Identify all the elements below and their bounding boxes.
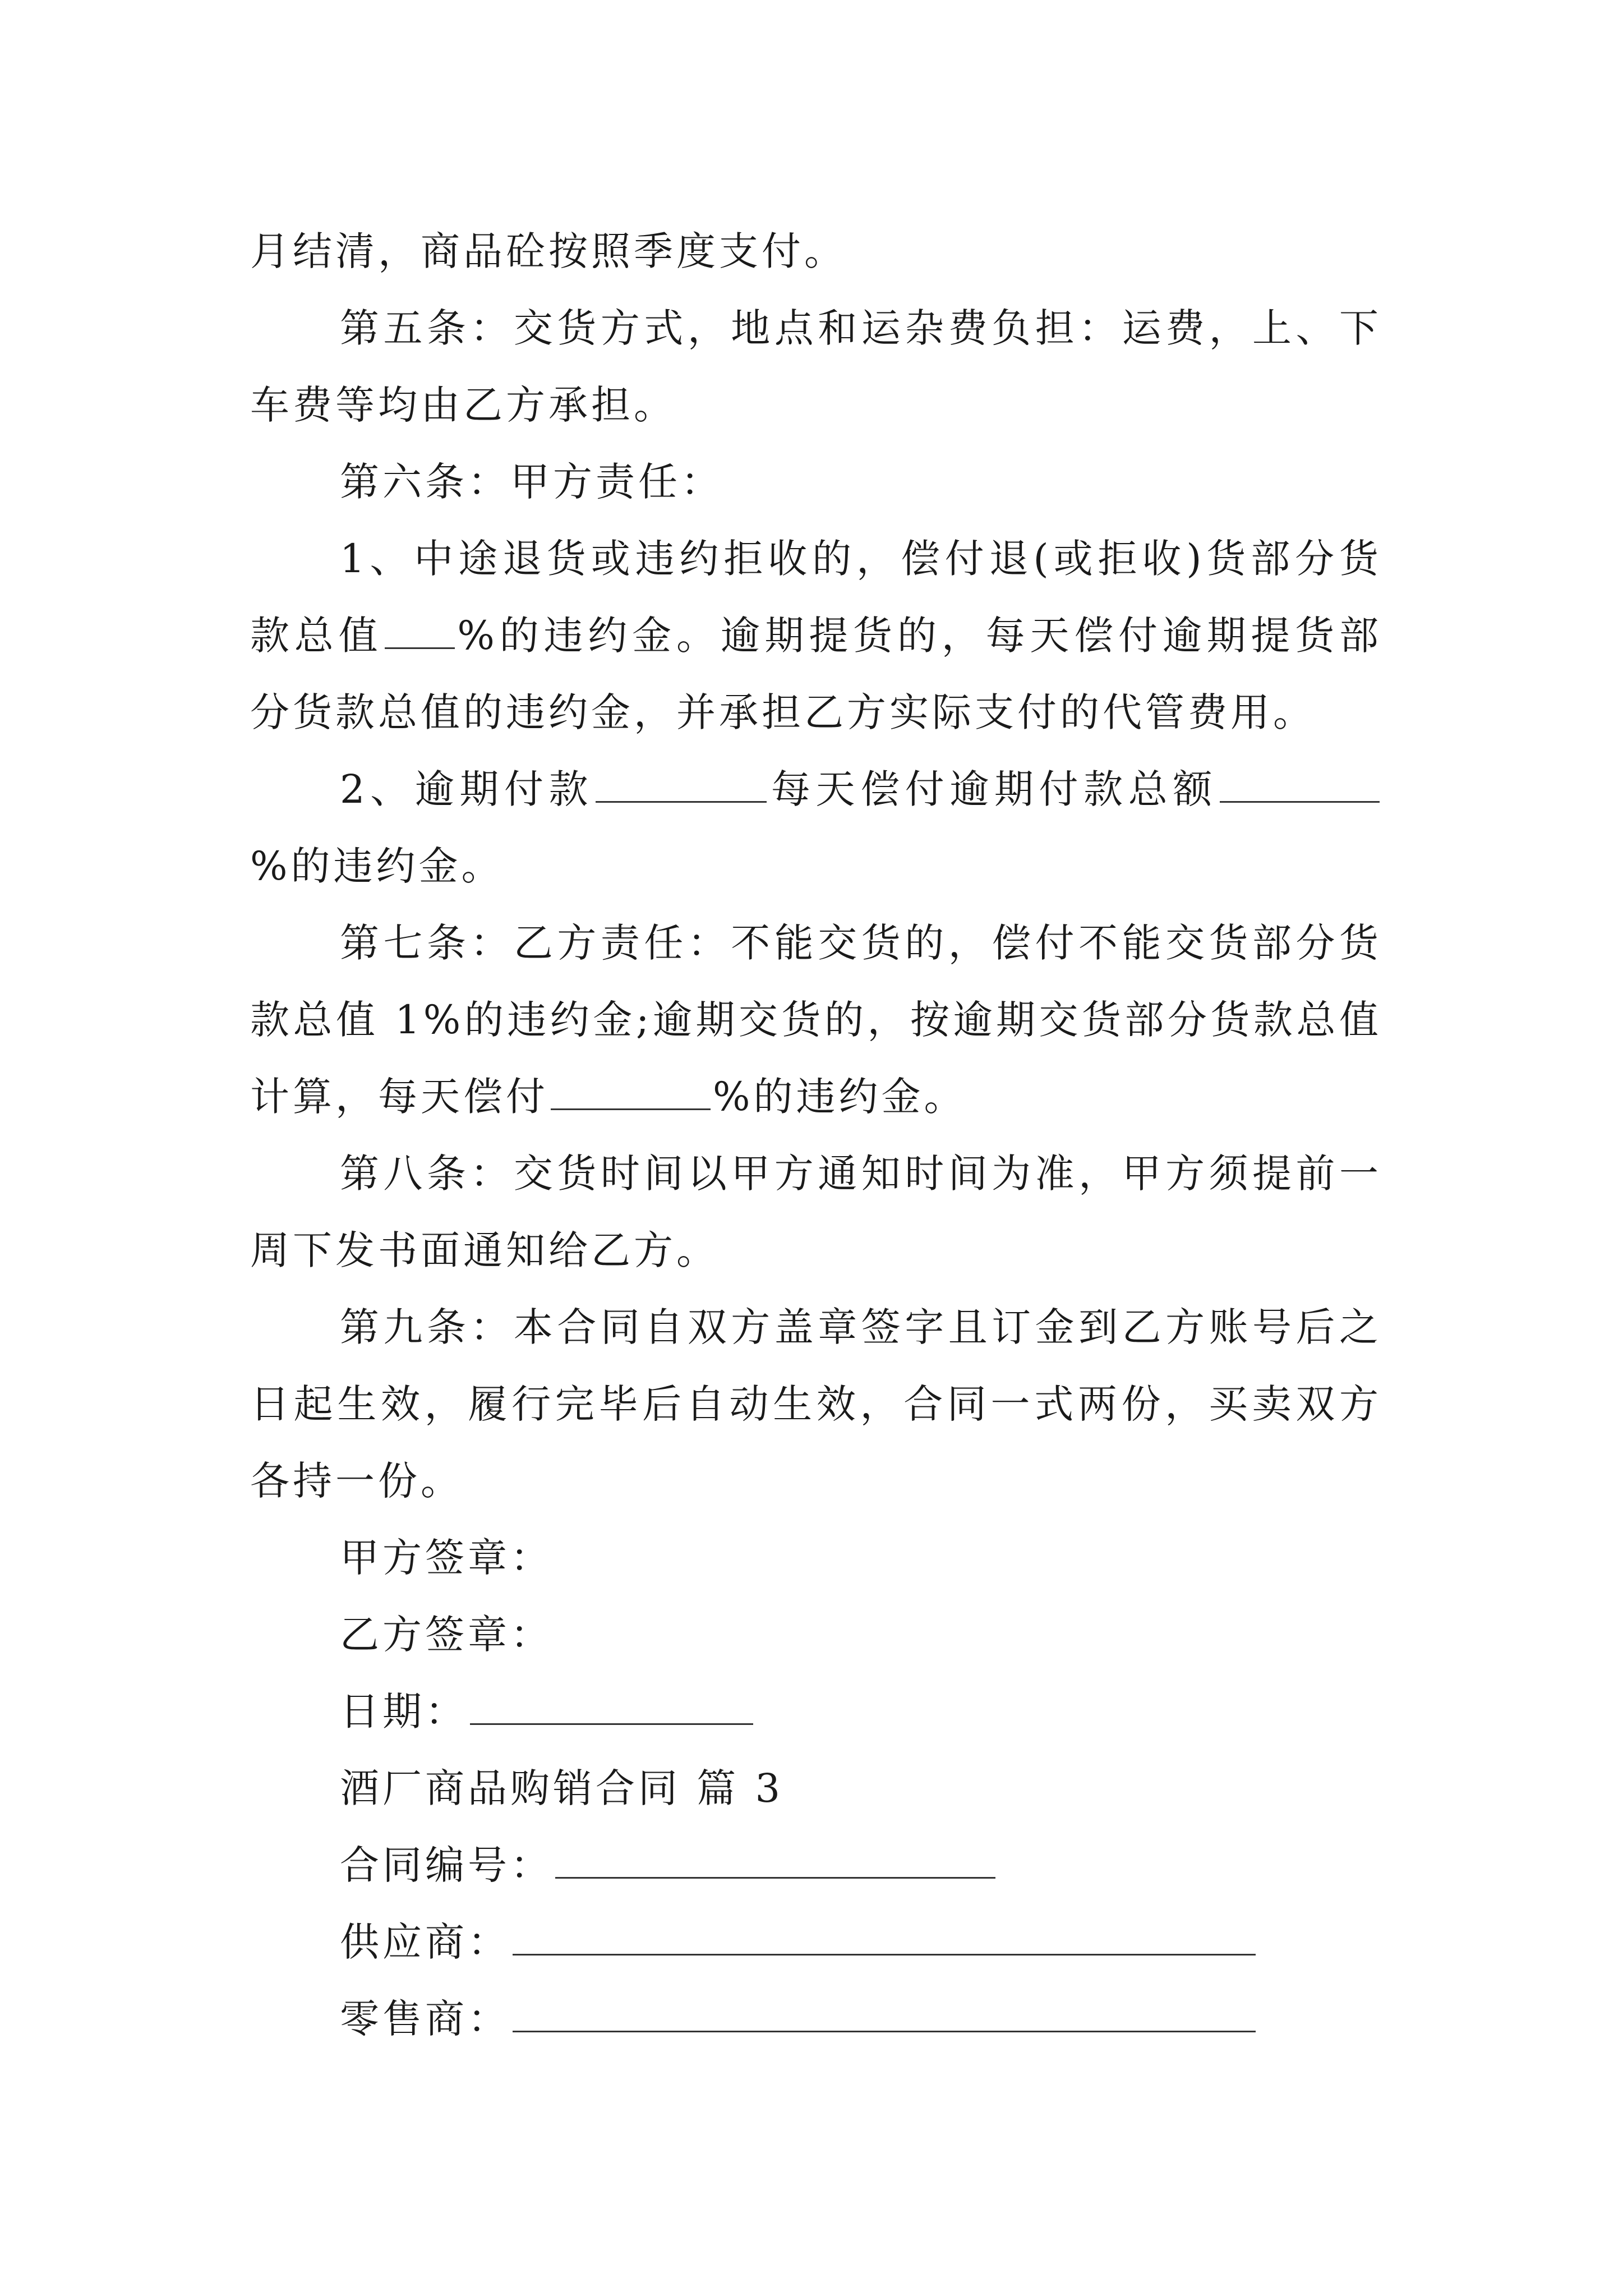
article-8: 第八条：交货时间以甲方通知时间为准，甲方须提前一周下发书面通知给乙方。 (250, 1151, 1382, 1273)
supplier-field: 供应商： (250, 1904, 1382, 1981)
party-a-signature: 甲方签章： (340, 1535, 553, 1581)
blank-line (555, 1846, 995, 1879)
article-6-item-2: 2、逾期付款 每天偿付逾期付款总额%的违约金。 (250, 751, 1382, 905)
article-7: 第七条：乙方责任：不能交货的，偿付不能交货部分货款总值 1%的违约金;逾期交货的，按逾期交货部分货款总值计算，每天偿付 %的违约金。 (250, 920, 1382, 1120)
section-title-3: 酒厂商品购销合同 篇 3 (340, 1765, 784, 1811)
article-9: 第九条：本合同自双方盖章签字且订金到乙方账号后之日起生效，履行完毕后自动生效，合同一式两份，买卖双方各持一份。 (250, 1304, 1382, 1504)
document-body (250, 213, 1382, 2058)
article-6-title: 第六条：甲方责任： (340, 459, 723, 505)
article-5: 第五条：交货方式，地点和运杂费负担：运费，上、下车费等均由乙方承担。 (250, 305, 1382, 428)
date-field: 日期： (250, 1673, 1382, 1750)
party-b-signature: 乙方签章： (340, 1612, 553, 1658)
retailer-field: 零售商： (250, 1981, 1382, 2058)
blank-line (513, 1999, 1256, 2032)
blank-line (470, 1692, 753, 1725)
article-6-item-1: 1、中途退货或违约拒收的，偿付退(或拒收)货部分货款总值 %的违约金。逾期提货的，每天偿付逾期提货部分货款总值的违约金，并承担乙方实际支付的代管费用。 (250, 536, 1382, 735)
contract-number-field: 合同编号： (250, 1827, 1382, 1904)
blank-line (596, 770, 767, 803)
blank-line (385, 616, 455, 649)
blank-line (1220, 770, 1380, 803)
blank-line (513, 1922, 1256, 1955)
paragraph-payment-terms: 月结清，商品砼按照季度支付。 (250, 228, 847, 274)
blank-line (551, 1077, 711, 1110)
